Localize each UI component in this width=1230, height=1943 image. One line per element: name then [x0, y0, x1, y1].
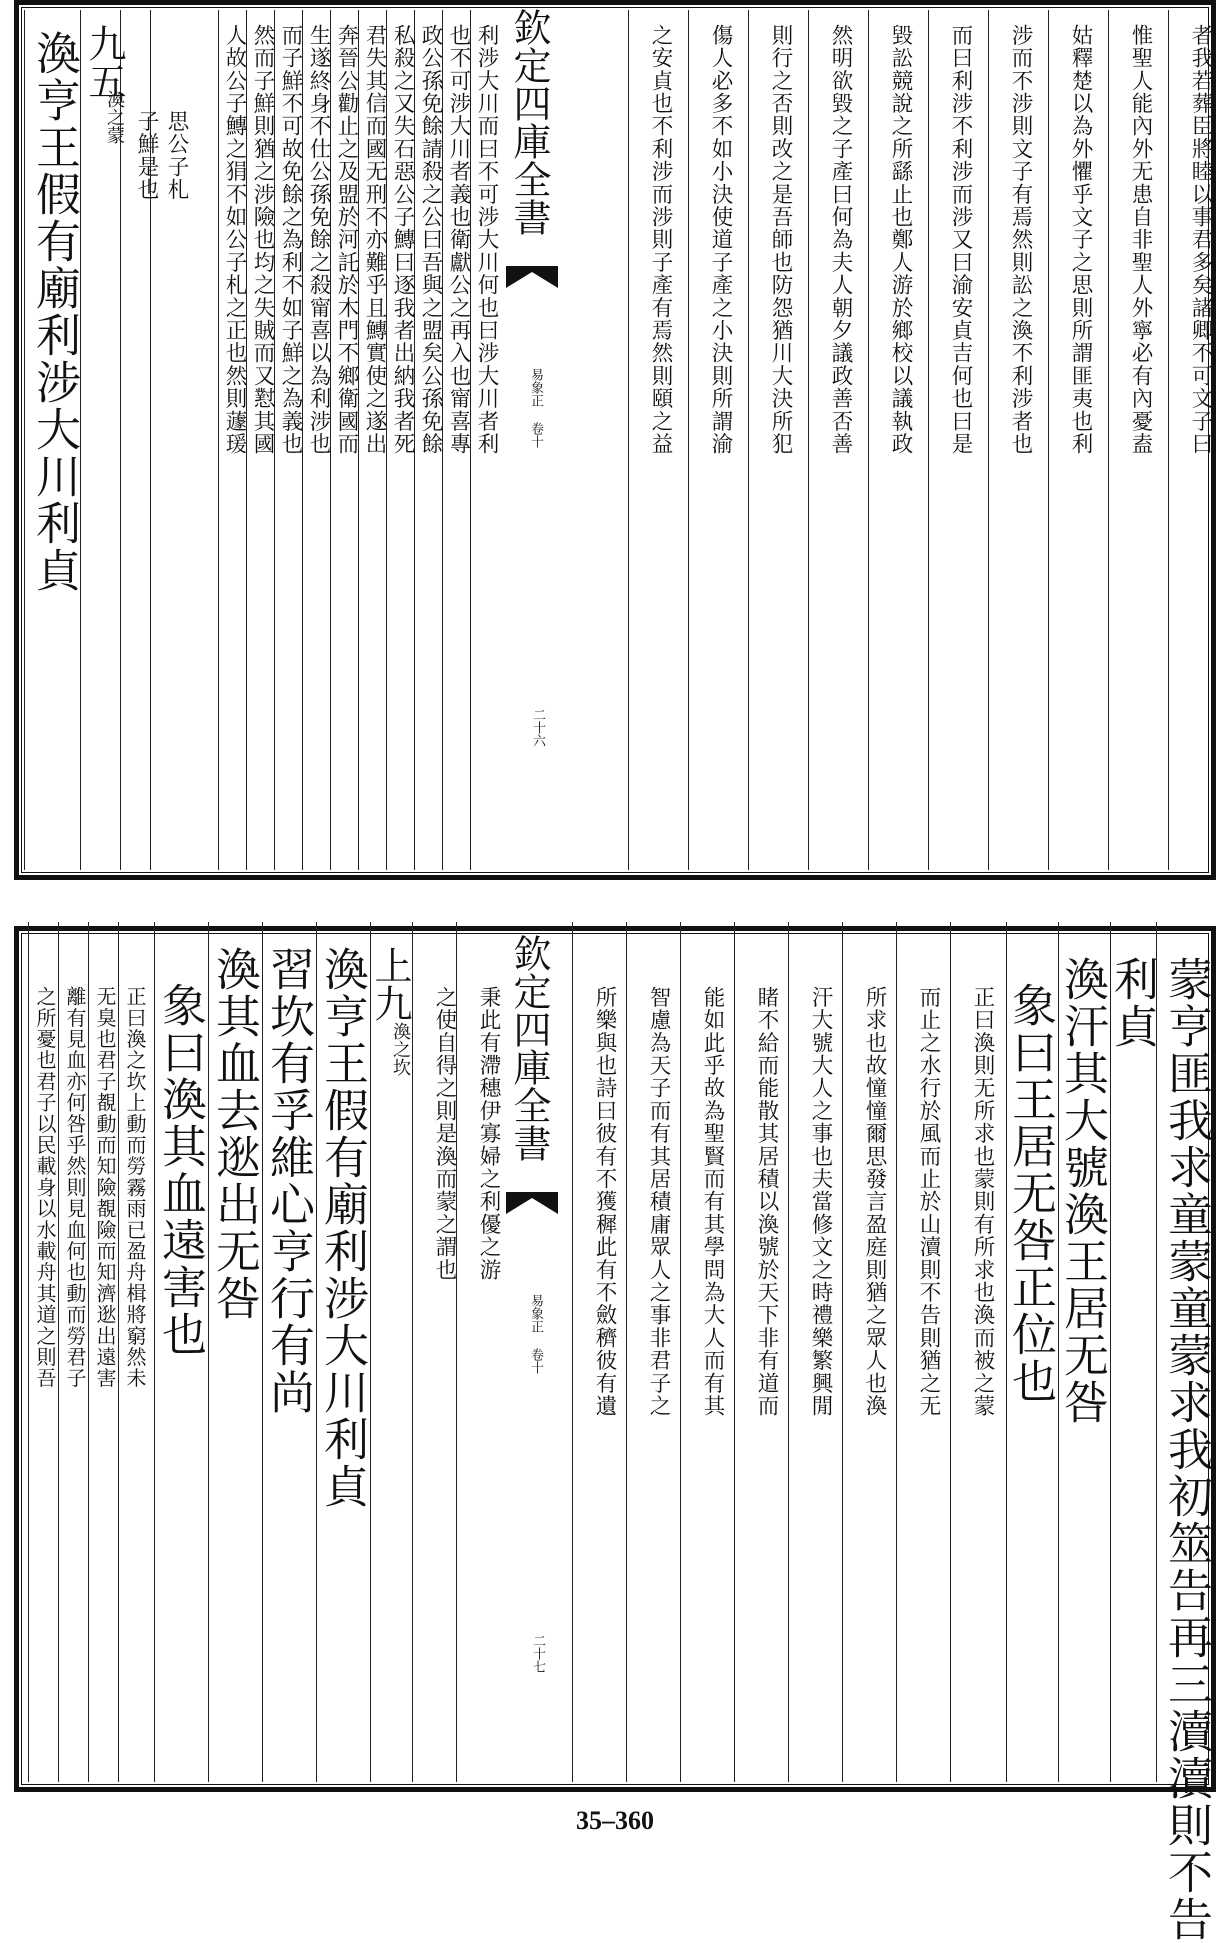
text-column: [358, 10, 389, 870]
text-column-text: 人故公子鱄之狷不如公子札之正也然則蘧瑗: [222, 24, 247, 456]
text-column: [218, 10, 249, 870]
line-text-text: 渙汗其大號渙王居无咎: [1056, 956, 1109, 1426]
top-page: [0, 0, 1230, 880]
text-column: [412, 922, 459, 1782]
text-column-text: 也不可涉大川者義也衛獻公之再入也甯喜專: [446, 24, 471, 456]
text-column: [928, 10, 975, 870]
line-text-text: 渙其血去逖出无咎: [208, 946, 261, 1322]
hexagram-heading-text: 蒙亨匪我求童蒙童蒙求我初筮告再三瀆瀆則不告: [1160, 956, 1213, 1943]
bottom-gutter: [506, 934, 558, 1784]
chapter-label: 易象正 卷十: [528, 368, 543, 448]
text-column: [788, 922, 835, 1782]
xiang-text-text: 象曰渙其血遠害也: [154, 982, 207, 1358]
text-column-text: 正曰渙之坎上動而勞霧雨已盈舟楫將窮然未: [123, 986, 147, 1389]
text-column-text: 睹不給而能散其居積以渙號於天下非有道而: [754, 986, 779, 1418]
folio-number: 二十七: [530, 1634, 545, 1673]
folio-number: 二十六: [530, 708, 545, 747]
line-text: [1058, 922, 1109, 1782]
line-label-text: 上九: [368, 946, 412, 1022]
text-column-text: 所樂與也詩曰彼有不獲穉此有不斂穧彼有遺: [592, 986, 617, 1418]
chapter-label: 易象正 卷十: [528, 1294, 543, 1374]
text-column: [330, 10, 361, 870]
note-column-text: 子鮮是也: [134, 110, 159, 201]
text-column-text: 然而子鮮則猶之涉險也均之失賊而又懟其國: [250, 24, 275, 456]
text-column: [680, 922, 727, 1782]
top-page-frame: [14, 0, 1216, 880]
text-column: [302, 10, 333, 870]
hexagram-heading-text: 渙亨王假有廟利涉大川利貞: [316, 946, 369, 1510]
text-column: [572, 922, 619, 1782]
text-column: [414, 10, 445, 870]
text-column: [58, 922, 89, 1782]
hexagram-heading: [1156, 922, 1213, 1943]
text-column: [808, 10, 855, 870]
line-label-text: 九五: [82, 24, 126, 100]
text-column-text: 之所憂也君子以民載身以水載舟其道之則吾: [33, 986, 57, 1389]
text-column-text: 利涉大川而曰不可涉大川何也曰涉大川者利: [474, 24, 499, 456]
text-column: [988, 10, 1035, 870]
text-column-text: 智慮為天子而有其居積庸眾人之事非君子之: [646, 986, 671, 1418]
text-column: [470, 10, 501, 870]
text-column-text: 汗大號大人之事也夫當修文之時禮樂繁興閒: [808, 986, 833, 1418]
text-column-text: 之安貞也不利涉而涉則子產有焉然則頤之益: [648, 24, 673, 456]
text-column-text: 涉而不涉則文子有焉然則訟之渙不利涉者也: [1008, 24, 1033, 456]
text-column-text: 而曰利涉不利涉而涉又曰渝安貞吉何也曰是: [948, 24, 973, 456]
text-column-text: 君失其信而國无刑不亦難乎且鱄實使之遂出: [362, 24, 387, 456]
text-column-text: 之使自得之則是渙而蒙之謂也: [432, 986, 457, 1282]
text-column: [246, 10, 277, 870]
text-column: [950, 922, 997, 1782]
book-title: 欽定四庫全書: [507, 934, 551, 1162]
text-column: [1108, 10, 1155, 870]
text-column: [1168, 10, 1215, 870]
text-column-text: 者我若葬臣將睦以事君多矣諸卿不可文子曰: [1188, 24, 1213, 456]
hexagram-heading: [24, 10, 81, 870]
text-column: [28, 922, 59, 1782]
hexagram-heading: [262, 922, 315, 1782]
line-text: [208, 922, 261, 1782]
hexagram-heading-text: 習坎有孚維心亨行有尚: [262, 946, 315, 1416]
text-column: [868, 10, 915, 870]
text-column-text: 傷人必多不如小決使道子產之小決則所謂渝: [708, 24, 733, 456]
line-label-sub-text: 渙之坎: [390, 1022, 411, 1076]
text-column-text: 毀訟競說之所繇止也鄭人游於鄉校以議執政: [888, 24, 913, 456]
text-column-text: 則行之否則改之是吾師也防怨猶川大決所犯: [768, 24, 793, 456]
text-column-text: 正曰渙則无所求也蒙則有所求也渙而被之蒙: [970, 986, 995, 1418]
line-label-sub: [370, 922, 413, 1782]
note-column-text: 思公子札: [164, 110, 189, 201]
page-number: 35–360: [576, 1806, 654, 1835]
top-gutter: [506, 8, 558, 872]
text-column-text: 秉此有滯穗伊寡婦之利優之游: [476, 986, 501, 1282]
text-column: [734, 922, 781, 1782]
text-column-text: 生遂終身不仕公孫免餘之殺甯喜以為利涉也: [306, 24, 331, 456]
text-column: [88, 922, 119, 1782]
text-column-text: 奔晉公勸止之及盟於河託於木門不鄉衛國而: [334, 24, 359, 456]
fish-tail-ornament-icon: [506, 266, 558, 288]
text-column-text: 姑釋楚以為外懼乎文子之思則所謂匪夷也利: [1068, 24, 1093, 456]
text-column-text: 政公孫免餘請殺之公曰吾與之盟矣公孫免餘: [418, 24, 443, 456]
hexagram-heading-text: 利貞: [1106, 956, 1159, 1050]
text-column-text: 惟聖人能內外无患自非聖人外寧必有內憂盍: [1128, 24, 1153, 456]
hexagram-heading: [1106, 922, 1159, 1782]
text-column-text: 能如此乎故為聖賢而有其學問為大人而有其: [700, 986, 725, 1418]
text-column: [842, 922, 889, 1782]
line-label-sub-text: 渙之蒙: [104, 90, 125, 144]
text-column-text: 而止之水行於風而止於山瀆則不告則猶之无: [916, 986, 941, 1418]
text-column-text: 所求也故憧憧爾思發言盈庭則猶之眾人也渙: [862, 986, 887, 1418]
fish-tail-ornament-icon: [506, 1192, 558, 1214]
book-title: 欽定四庫全書: [507, 8, 551, 236]
line-label-sub: [80, 10, 127, 870]
xiang-text: [1006, 922, 1057, 1782]
text-column-text: 然明欲毀之子產曰何為夫人朝夕議政善否善: [828, 24, 853, 456]
text-column: [1048, 10, 1095, 870]
text-column-text: 離有見血亦何咎乎然則見血何也動而勞君子: [63, 986, 87, 1389]
text-column: [274, 10, 305, 870]
hexagram-heading: [316, 922, 369, 1782]
xiang-text: [154, 922, 207, 1782]
text-column: [118, 922, 149, 1782]
text-column: [386, 10, 417, 870]
xiang-text-text: 象曰王居无咎正位也: [1004, 982, 1057, 1405]
text-column: [896, 922, 943, 1782]
text-column: [748, 10, 795, 870]
text-column-text: 私殺之又失石惡公子鱄曰逐我者出納我者死: [390, 24, 415, 456]
text-column: [442, 10, 473, 870]
text-column: [628, 10, 675, 870]
text-column: [456, 922, 503, 1782]
hexagram-heading-text: 渙亨王假有廟利涉大川利貞: [28, 30, 81, 594]
text-column-text: 而子鮮不可故免餘之為利不如子鮮之為義也: [278, 24, 303, 456]
text-column: [688, 10, 735, 870]
text-column-text: 无臭也君子覩動而知險覩險而知濟逖出遠害: [93, 986, 117, 1389]
text-column: [626, 922, 673, 1782]
